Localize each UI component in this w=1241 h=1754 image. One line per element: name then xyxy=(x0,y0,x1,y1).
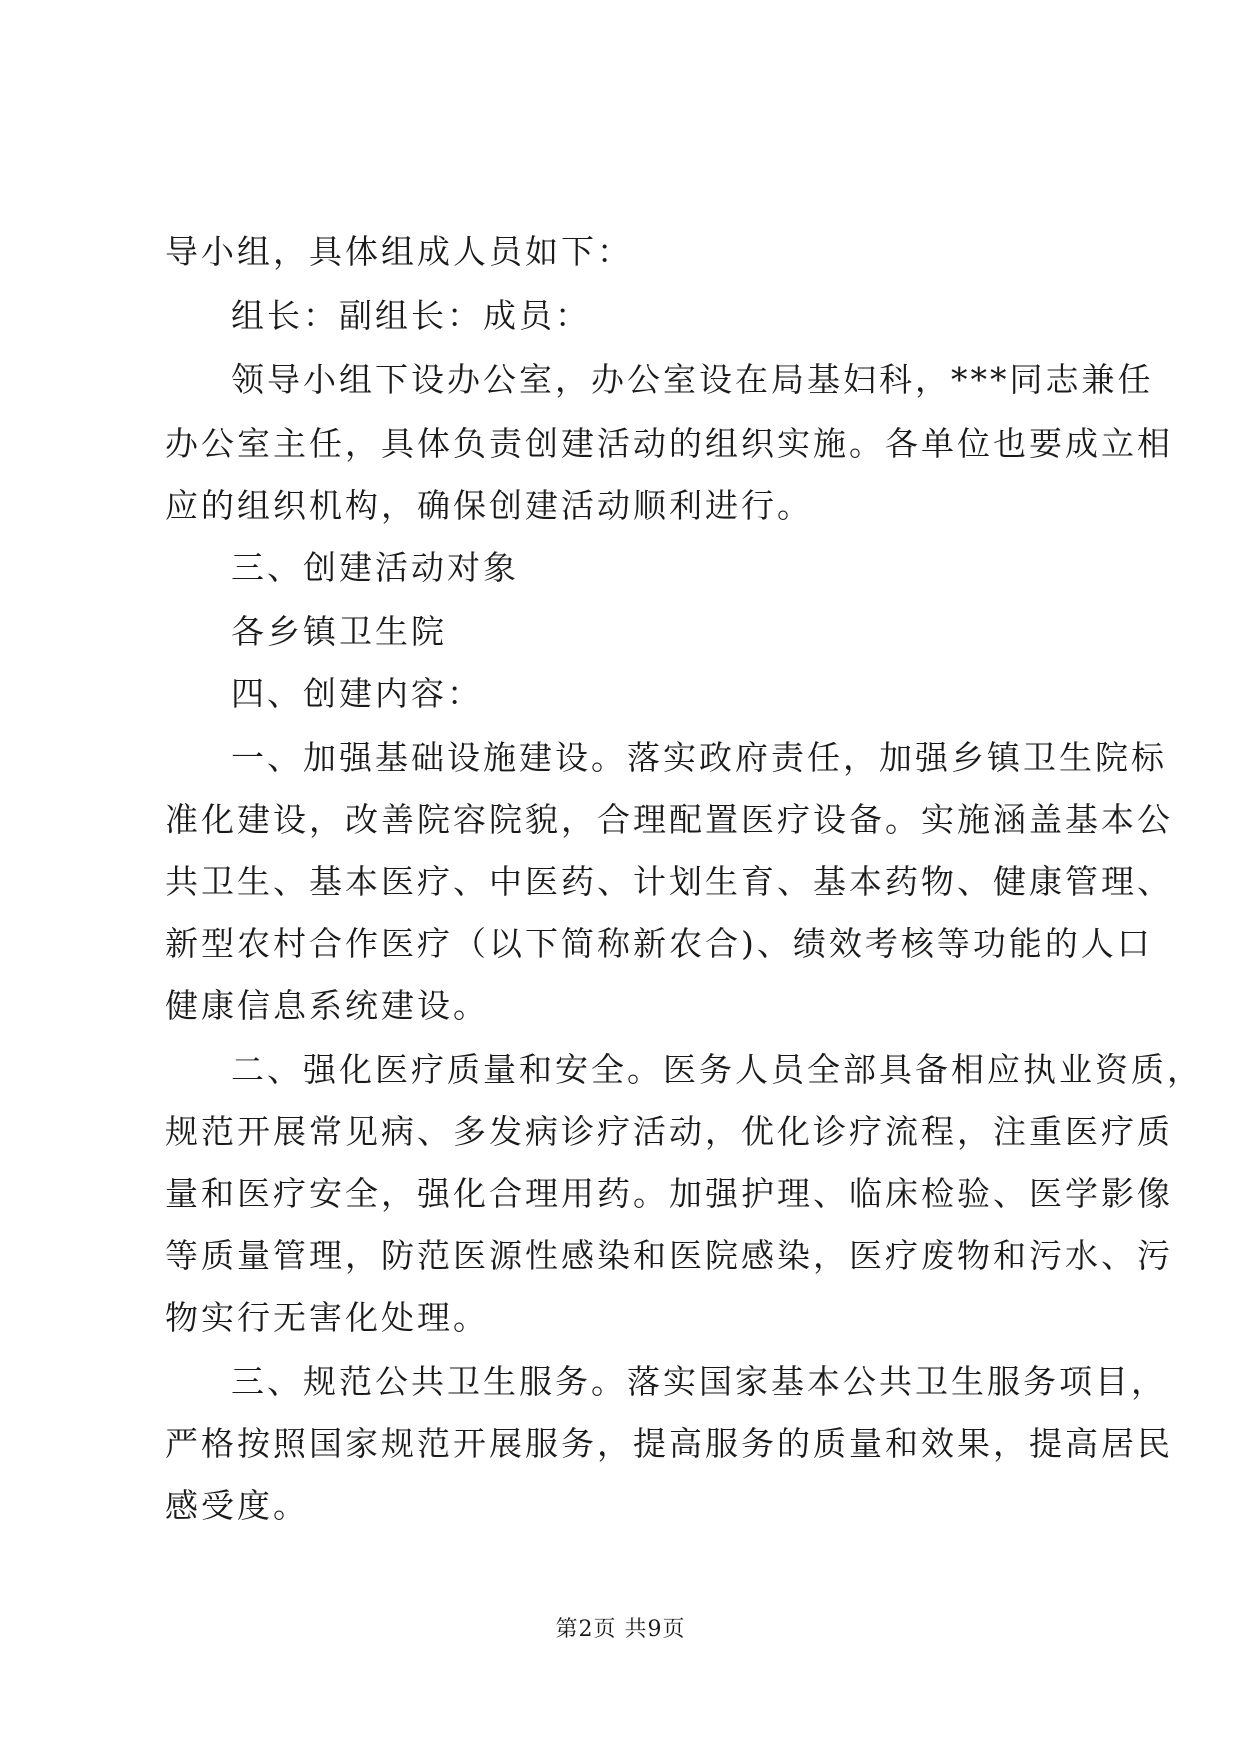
text-line: 感受度。 xyxy=(165,1486,309,1525)
text-line: 健康信息系统建设。 xyxy=(165,986,489,1025)
text-line: 量和医疗安全，强化合理用药。加强护理、临床检验、医学影像 xyxy=(165,1174,1173,1213)
section-heading: 四、创建内容： xyxy=(231,674,483,713)
section-heading: 三、创建活动对象 xyxy=(231,548,519,587)
text-line: 应的组织机构，确保创建活动顺利进行。 xyxy=(165,486,813,525)
text-line: 二、强化医疗质量和安全。医务人员全部具备相应执业资质， xyxy=(231,1050,1203,1089)
text-line: 共卫生、基本医疗、中医药、计划生育、基本药物、健康管理、 xyxy=(165,862,1173,901)
text-line: 新型农村合作医疗（以下简称新农合)、绩效考核等功能的人口 xyxy=(165,924,1153,963)
text-line: 严格按照国家规范开展服务，提高服务的质量和效果，提高居民 xyxy=(165,1424,1173,1463)
text-line: 规范开展常见病、多发病诊疗活动，优化诊疗流程，注重医疗质 xyxy=(165,1112,1173,1151)
text-line: 三、规范公共卫生服务。落实国家基本公共卫生服务项目， xyxy=(231,1362,1167,1401)
text-line: 组长：副组长：成员： xyxy=(231,296,591,335)
text-line: 领导小组下设办公室，办公室设在局基妇科，***同志兼任 xyxy=(231,360,1154,399)
text-line: 各乡镇卫生院 xyxy=(231,612,447,651)
text-line: 一、加强基础设施建设。落实政府责任，加强乡镇卫生院标 xyxy=(231,738,1167,777)
text-line: 等质量管理，防范医源性感染和医院感染，医疗废物和污水、污 xyxy=(165,1236,1173,1275)
text-line: 导小组，具体组成人员如下： xyxy=(165,232,633,271)
text-line: 办公室主任，具体负责创建活动的组织实施。各单位也要成立相 xyxy=(165,424,1173,463)
text-line: 准化建设，改善院容院貌，合理配置医疗设备。实施涵盖基本公 xyxy=(165,800,1173,839)
text-line: 物实行无害化处理。 xyxy=(165,1298,489,1337)
page-number-footer: 第2页 共9页 xyxy=(555,1617,686,1642)
